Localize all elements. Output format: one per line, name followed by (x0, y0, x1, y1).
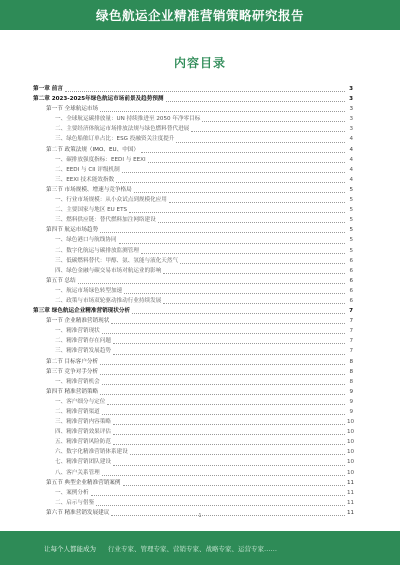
toc-entry[interactable] (33, 326, 353, 336)
toc-leader-dots (148, 162, 345, 163)
toc-leader-dots (91, 495, 345, 496)
toc-entry-page: 4 (349, 166, 353, 173)
toc-entry[interactable] (33, 256, 353, 266)
toc-leader-dots (176, 142, 345, 143)
toc-entry[interactable] (33, 377, 353, 387)
toc-entry[interactable] (33, 437, 353, 447)
toc-entry-title: 二、启示与借鉴 (55, 499, 95, 506)
toc-entry[interactable] (33, 336, 353, 346)
toc-entry-page: 4 (349, 176, 353, 183)
toc-entry-page: 5 (349, 247, 353, 254)
toc-entry-title: 七、精准营销团队建设 (55, 459, 111, 466)
toc-entry[interactable] (33, 246, 353, 256)
toc-leader-dots (119, 243, 345, 244)
footer-slogan: 让每个人都能成为 (44, 544, 96, 553)
toc-entry-title: 二、精准营销存在问题 (55, 338, 111, 345)
toc-entry-page: 9 (349, 409, 353, 415)
toc-entry-title: 二、主要国家与地区 EU ETS (55, 207, 128, 214)
toc-entry-page: 7 (349, 308, 353, 315)
toc-leader-dots (141, 253, 345, 254)
toc-entry-page: 6 (349, 277, 353, 284)
toc-leader-dots (169, 202, 345, 203)
toc-entry-title: 第五节 典型企业精准营销案例 (46, 479, 121, 486)
toc-entry-page: 4 (349, 156, 353, 163)
toc-entry-page: 11 (347, 479, 355, 486)
toc-leader-dots (78, 283, 345, 284)
toc-entry-title: 三、EEXI 技术能效指数 (55, 176, 115, 183)
toc-entry-page: 8 (349, 368, 353, 375)
toc-entry-page: 5 (349, 237, 353, 244)
toc-entry-page: 7 (349, 348, 353, 355)
toc-leader-dots (158, 222, 345, 223)
toc-leader-dots (100, 364, 345, 365)
toc-leader-dots (123, 485, 346, 486)
toc-entry[interactable] (33, 346, 353, 356)
toc-entry-page: 7 (349, 318, 353, 325)
toc-leader-dots (96, 505, 345, 506)
toc-leader-dots (132, 313, 345, 314)
toc-entry-page: 10 (347, 459, 355, 466)
toc-entry-title: 第三节 竞争对手分析 (46, 368, 99, 375)
toc-entry-title: 五、精准营销风险防范 (55, 439, 111, 446)
toc-entry-title: 一、行业市场规模：从小众试点到规模化应用 (55, 197, 167, 204)
toc-entry[interactable] (33, 175, 353, 185)
toc-entry-title: 八、客户关系管理 (55, 469, 100, 476)
toc-entry-title: 第二节 目标客户分析 (46, 358, 99, 365)
toc-entry-title: 三、低碳燃料替代：甲醇、氨、氢能与液化天然气 (55, 257, 179, 264)
toc-entry[interactable] (33, 215, 353, 225)
toc-entry[interactable] (33, 205, 353, 215)
toc-entry-title: 二、精准营销渠道 (55, 409, 100, 415)
toc-entry-title: 第四节 精准营销策略 (46, 388, 99, 395)
toc-entry-title: 第三章 绿色航运企业精准营销现状分析 (33, 308, 131, 315)
report-title: 绿色航运企业精准营销策略研究报告 (95, 8, 304, 23)
toc-entry[interactable] (33, 185, 353, 195)
toc-entry-page: 10 (347, 419, 355, 426)
toc-entry-title: 第一节 企业精准营销现状 (46, 318, 110, 325)
toc-entry[interactable] (33, 165, 353, 175)
toc-entry[interactable] (33, 266, 353, 276)
toc-entry[interactable] (33, 195, 353, 205)
toc-entry[interactable] (33, 225, 353, 235)
toc-entry-title: 二、数字化航运与碳排放监测管理 (55, 247, 139, 254)
toc-entry-page: 11 (347, 489, 355, 496)
toc-entry-page: 9 (349, 388, 353, 395)
toc-entry-title: 第一章 前言 (33, 86, 63, 92)
toc-entry[interactable] (33, 84, 353, 94)
toc-leader-dots (180, 263, 345, 264)
toc-leader-dots (113, 465, 345, 466)
toc-entry-page: 7 (349, 328, 353, 335)
toc-leader-dots (130, 454, 345, 455)
toc-entry-title: 二、政策与市场双轮驱动推动行业持续发展 (55, 297, 162, 304)
toc-entry-title: 四、精准营销效果评估 (55, 429, 111, 436)
toc-entry-title: 第二章 2023-2025年绿色航运市场前景及趋势预测 (33, 96, 164, 103)
toc-entry-page: 10 (347, 449, 355, 456)
toc-entry[interactable] (33, 488, 353, 498)
report-header-bar (0, 0, 400, 30)
toc-entry-page: 10 (347, 429, 355, 436)
toc-leader-dots (65, 91, 345, 92)
footer-tagline: 行业专家、管理专家、营销专家、战略专家、运营专家…… (108, 544, 277, 553)
toc-entry-title: 三、精准营销内容策略 (55, 419, 111, 426)
toc-leader-dots (113, 354, 345, 355)
toc-entry[interactable] (33, 357, 353, 367)
toc-entry-page: 3 (349, 96, 353, 103)
toc-entry-page: 5 (349, 227, 353, 234)
toc-entry-page: 9 (349, 398, 353, 405)
toc-entry-title: 一、客户细分与定位 (55, 398, 106, 405)
toc-entry[interactable] (33, 94, 353, 104)
toc-entry-title: 一、精准营销机会 (55, 378, 100, 385)
toc-entry-title: 第六节 精准营销发展建议 (46, 509, 110, 516)
toc-entry-page: 8 (349, 378, 353, 385)
toc-entry-title: 第一节 全球航运市场 (46, 106, 99, 113)
toc-leader-dots (129, 212, 345, 213)
toc-entry-page: 3 (349, 116, 353, 123)
toc-entry-title: 第五节 总结 (46, 277, 76, 284)
toc-entry-title: 第三节 市场规模、增速与竞争格局 (46, 186, 132, 193)
toc-entry-page: 3 (349, 106, 353, 113)
toc-entry[interactable] (33, 457, 353, 467)
toc-entry-page: 6 (349, 267, 353, 274)
toc-entry-page: 5 (349, 217, 353, 224)
toc-leader-dots (102, 333, 345, 334)
toc-entry-page: 6 (349, 297, 353, 304)
page-number: 1 (198, 513, 202, 519)
toc-leader-dots (102, 475, 345, 476)
toc-leader-dots (102, 414, 345, 415)
toc-entry-page: 5 (349, 207, 353, 214)
toc-entry[interactable] (33, 134, 353, 144)
toc-entry[interactable] (33, 427, 353, 437)
toc-entry-page: 6 (349, 257, 353, 264)
toc-entry[interactable] (33, 296, 353, 306)
toc-leader-dots (100, 374, 345, 375)
toc-entry-page: 4 (349, 136, 353, 143)
toc-entry[interactable] (33, 367, 353, 377)
toc-entry-page: 11 (347, 509, 355, 516)
toc-entry-title: 四、绿色金融与碳交易市场对航运业的影响 (55, 267, 162, 274)
toc-entry-page: 8 (349, 358, 353, 365)
toc-entry[interactable] (33, 316, 353, 326)
toc-entry[interactable] (33, 235, 353, 245)
toc-leader-dots (102, 384, 345, 385)
toc-leader-dots (163, 273, 345, 274)
toc-leader-dots (202, 121, 345, 122)
toc-entry[interactable] (33, 417, 353, 427)
toc-entry[interactable] (33, 397, 353, 407)
toc-entry-title: 一、航运市场绿色转型加速 (55, 287, 123, 294)
toc-heading: 内容目录 (173, 56, 226, 70)
toc-leader-dots (111, 323, 345, 324)
toc-leader-dots (100, 232, 345, 233)
toc-entry-title: 六、数字化精准营销体系建设 (55, 449, 128, 456)
toc-leader-dots (122, 172, 345, 173)
toc-entry-page: 10 (347, 469, 355, 476)
toc-entry-title: 二、主要经济体航运市场排放法规与绿色燃料替代进展 (55, 126, 190, 133)
toc-entry[interactable] (33, 155, 353, 165)
toc-leader-dots (100, 111, 345, 112)
toc-leader-dots (166, 101, 345, 102)
toc-leader-dots (134, 192, 345, 193)
toc-entry[interactable] (33, 286, 353, 296)
footer-bar (0, 531, 400, 565)
toc-entry-title: 一、案例分析 (55, 489, 89, 496)
toc-entry[interactable] (33, 468, 353, 478)
toc-entry[interactable] (33, 387, 353, 397)
toc-entry[interactable] (33, 104, 353, 114)
toc-entry-page: 11 (347, 499, 355, 506)
toc-entry[interactable] (33, 498, 353, 508)
toc-entry-page: 7 (349, 338, 353, 345)
toc-entry-title: 三、绿色船舶订单占比：ESG 投融资关注度提升 (55, 136, 175, 143)
toc-entry-page: 3 (349, 86, 353, 92)
toc-entry[interactable] (33, 447, 353, 457)
toc-entry-title: 一、碳排放强度指标：EEDI 与 EEXI (55, 156, 146, 163)
toc-entry-title: 一、绿色港口与航线协同 (55, 237, 117, 244)
toc-leader-dots (191, 131, 345, 132)
toc-entry[interactable] (33, 124, 353, 134)
toc-leader-dots (113, 343, 345, 344)
toc-entry-page: 10 (347, 439, 355, 446)
toc-entry-title: 第四节 航运市场趋势 (46, 227, 99, 234)
toc-entry-page: 5 (349, 197, 353, 204)
toc-entry[interactable] (33, 114, 353, 124)
toc-entry-page: 5 (349, 186, 353, 193)
toc-leader-dots (141, 152, 345, 153)
toc-entry-title: 一、精准营销现状 (55, 328, 100, 335)
toc-entry-page: 4 (349, 146, 353, 153)
toc-entry[interactable] (33, 276, 353, 286)
toc-entry-title: 三、燃料供应链：替代燃料加注网络建设 (55, 217, 156, 224)
toc-entry-page: 6 (349, 287, 353, 294)
toc-leader-dots (163, 303, 345, 304)
toc-leader-dots (124, 293, 345, 294)
toc-leader-dots (113, 424, 345, 425)
toc-leader-dots (107, 404, 345, 405)
toc-entry[interactable] (33, 145, 353, 155)
toc-entry-page: 3 (349, 126, 353, 133)
toc-entry-title: 二、EEDI 与 CII 评级机制 (55, 166, 120, 173)
toc-leader-dots (100, 394, 345, 395)
toc-entry[interactable] (33, 407, 353, 417)
toc-entry[interactable] (33, 478, 353, 488)
toc-leader-dots (116, 182, 345, 183)
toc-entry-title: 一、全球航运碳排放量：UN 持续推进至 2050 年净零目标 (55, 116, 201, 123)
toc-entry-title: 第二节 政策法规（IMO、EU、中国） (46, 146, 140, 153)
toc-leader-dots (113, 444, 345, 445)
toc-entry[interactable] (33, 306, 353, 316)
table-of-contents (33, 84, 353, 518)
toc-leader-dots (113, 434, 345, 435)
toc-entry-title: 三、精准营销发展趋势 (55, 348, 111, 355)
